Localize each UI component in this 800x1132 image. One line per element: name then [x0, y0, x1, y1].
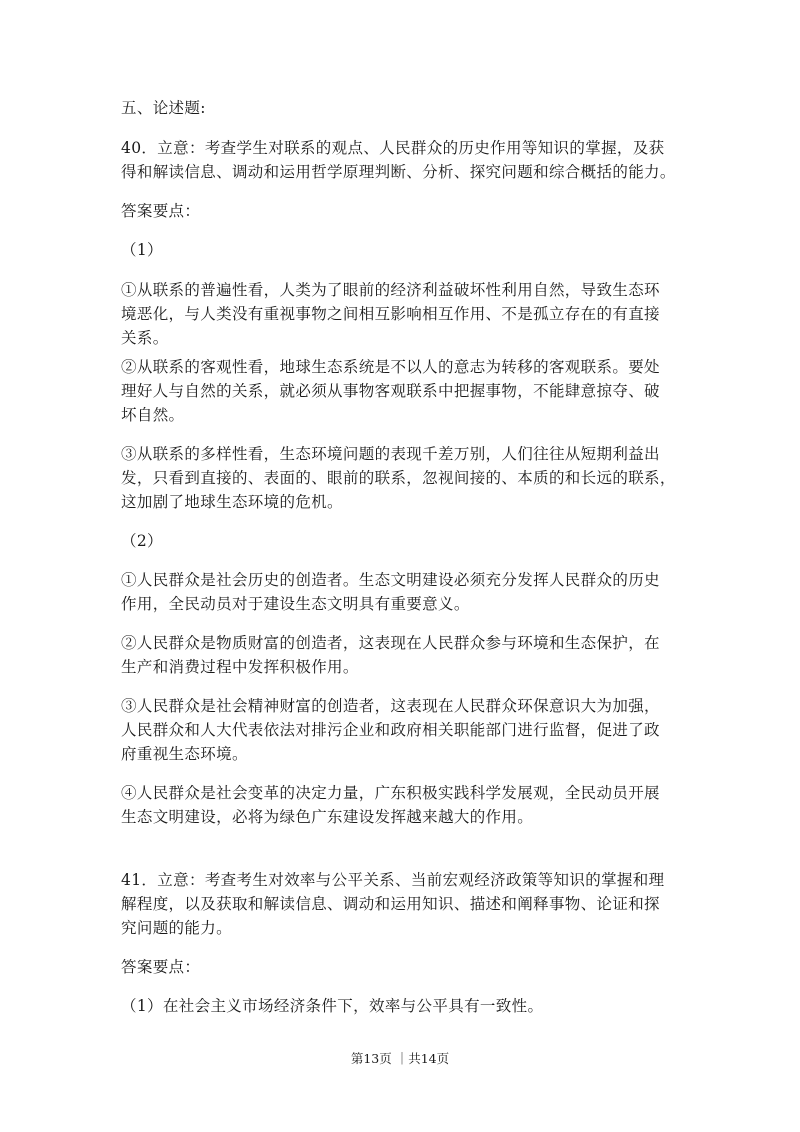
q40-part1-point2-line: ②从联系的客观性看，地球生态系统是不以人的意志为转移的客观联系。要处	[121, 358, 660, 376]
q40-part2-label: （2）	[121, 532, 163, 550]
q40-part2-point1-line: 作用，全民动员对于建设生态文明具有重要意义。	[121, 595, 470, 613]
q40-part2-point3-line: 府重视生态环境。	[121, 745, 248, 763]
section-heading: 五、论述题:	[121, 99, 206, 117]
q40-part1-point3-line: ③从联系的多样性看，生态环境问题的表现千差万别，人们往往从短期利益出	[121, 445, 660, 463]
q40-part2-point4-line: ④人民群众是社会变革的决定力量，广东积极实践科学发展观，全民动员开展	[121, 784, 660, 802]
q41-intent-line: 解程度，以及获取和解读信息、调动和运用知识、描述和阐释事物、论证和探	[121, 895, 660, 913]
q40-part1-point1-line: ①从联系的普遍性看，人类为了眼前的经济利益破坏性利用自然，导致生态环	[121, 281, 660, 299]
q40-part1-point2-line: 理好人与自然的关系，就必须从事物客观联系中把握事物，不能肆意掠夺、破	[121, 382, 660, 400]
q40-part1-point2-line: 坏自然。	[121, 406, 185, 424]
q40-part2-point4-line: 生态文明建设，必将为绿色广东建设发挥越来越大的作用。	[121, 808, 534, 826]
q40-part1-point3-line: 这加剧了地球生态环境的危机。	[121, 493, 343, 511]
q41-answer-heading: 答案要点：	[121, 958, 201, 976]
q40-part2-point2-line: 生产和消费过程中发挥积极作用。	[121, 658, 359, 676]
q40-answer-heading: 答案要点：	[121, 202, 201, 220]
q41-point1: （1）在社会主义市场经济条件下，效率与公平具有一致性。	[121, 997, 544, 1015]
q40-part1-label: （1）	[121, 241, 163, 259]
q40-part2-point1-line: ①人民群众是社会历史的创造者。生态文明建设必须充分发挥人民群众的历史	[121, 571, 660, 589]
q40-part1-point1-line: 关系。	[121, 329, 169, 347]
q40-intent-line: 40．立意：考查学生对联系的观点、人民群众的历史作用等知识的掌握，及获	[121, 139, 665, 157]
q40-intent-line: 得和解读信息、调动和运用哲学原理判断、分析、探究问题和综合概括的能力。	[121, 163, 676, 181]
q40-part2-point3-line: ③人民群众是社会精神财富的创造者，这表现在人民群众环保意识大为加强，	[121, 697, 660, 715]
q40-part2-point2-line: ②人民群众是物质财富的创造者，这表现在人民群众参与环境和生态保护，在	[121, 634, 660, 652]
page-number-footer: 第13页 ｜共14页	[350, 1051, 450, 1066]
q40-part2-point3-line: 人民群众和人大代表依法对排污企业和政府相关职能部门进行监督，促进了政	[121, 721, 660, 739]
q41-intent-line: 41．立意：考查考生对效率与公平关系、当前宏观经济政策等知识的掌握和理	[121, 871, 665, 889]
q40-part1-point1-line: 境恶化，与人类没有重视事物之间相互影响相互作用、不是孤立存在的有直接	[121, 305, 660, 323]
q40-part1-point3-line: 发，只看到直接的、表面的、眼前的联系，忽视间接的、本质的和长远的联系，	[121, 469, 676, 487]
q41-intent-line: 究问题的能力。	[121, 919, 232, 937]
